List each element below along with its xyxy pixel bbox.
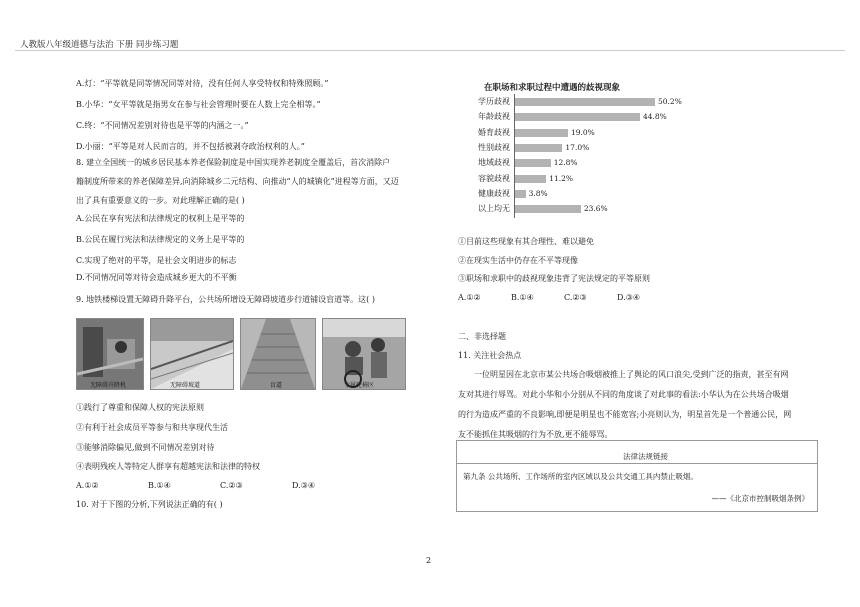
q9-statement-4: ④表明残疾人等特定人群享有超越宪法和法律的特权 <box>76 462 260 471</box>
chart-category-label: 学历歧视 <box>478 97 510 106</box>
q11-line-4: 友不能抓住其吸烟的行为不放,更不能辱骂。 <box>458 430 613 439</box>
chart-bar <box>515 113 640 121</box>
caption-lift: 无障碍升降机 <box>90 382 127 389</box>
chart-bar <box>515 190 526 198</box>
q8-option-c: C.实现了绝对的平等，是社会文明进步的标志 <box>76 256 237 265</box>
chart-value-label: 44.8% <box>642 112 667 122</box>
chart-category-label: 性别歧视 <box>478 142 510 152</box>
law-box-title: 法律法规链接 <box>623 452 668 461</box>
q9-choice-a: A.①② <box>76 481 99 490</box>
q7-option-a: A.灯：“平等就是同等情况同等对待，没有任何人享受特权和特殊照顾。” <box>76 79 329 88</box>
chart-value-label: 17.0% <box>565 142 590 152</box>
page-number: 2 <box>426 556 432 565</box>
q9-choice-b: B.①④ <box>148 481 171 490</box>
chart-bar <box>515 129 568 137</box>
chart-category-label: 年龄歧视 <box>478 112 510 122</box>
q8-stem-line-3: 出了具有重要意义的一步。对此理解正确的是( ) <box>76 196 245 205</box>
q8-option-a: A.公民在享有宪法和法律规定的权利上是平等的 <box>76 214 245 223</box>
q8-stem-line-2: 籍制度所带来的养老保障差异,向消除城乡二元结构、向推动“人的城镇化”进程等方面，又迈 <box>76 177 399 186</box>
q8-option-b: B.公民在履行宪法和法律规定的义务上是平等的 <box>76 235 245 244</box>
chart-category-label: 婚育歧视 <box>478 127 510 137</box>
caption-ramp: 无障碍坡道 <box>170 382 201 389</box>
q10-statement-2: ②在现实生活中仍存在不平等现像 <box>458 256 578 265</box>
page-top-rule <box>15 50 845 51</box>
q11-line-1: 一位明星因在北京市某公共场合吸烟被推上了舆论的风口浪尖,受到广泛的指责，甚至有网 <box>474 370 789 379</box>
q8-stem-line-1: 8. 建立全国统一的城乡居民基本养老保险制度是中国实现养老制度全覆盖后，首次消除户 <box>76 158 391 167</box>
q11-line-3: 的行为造成严重的不良影响,即便是明星也不能宽容;小亮则认为，明星首先是一个普通公民，网 <box>458 410 792 419</box>
q10-choice-a: A.①② <box>458 293 481 302</box>
q8-option-d: D.不同情况同等对待会造成城乡更大的不平衡 <box>76 273 237 282</box>
chart-bar <box>515 175 546 183</box>
law-source: ——《北京市控制吸烟条例》 <box>711 494 809 503</box>
q10-choice-d: D.③④ <box>617 293 641 302</box>
chart-value-label: 19.0% <box>570 127 595 137</box>
caption-tactile: 盲道 <box>270 382 283 389</box>
chart-bar <box>515 205 581 213</box>
chart-value-label: 23.6% <box>583 204 608 214</box>
chart-value-label: 11.2% <box>549 173 574 183</box>
chart-value-label: 50.2% <box>658 97 682 106</box>
q7-option-c: C.终：“不同情况差别对待也是平等的内涵之一。” <box>76 121 249 130</box>
chart-bar <box>515 159 551 167</box>
q7-option-b: B.小华：“女平等就是指男女在参与社会管理时要在人数上完全相等。” <box>76 100 321 109</box>
law-box-divider <box>457 463 817 464</box>
q10-choice-b: B.①④ <box>511 293 534 302</box>
chart-category-label: 以上均无 <box>478 204 510 214</box>
q10-choice-c: C.②③ <box>564 293 587 302</box>
q9-statement-2: ②有利于社会成员平等参与和共享现代生活 <box>76 423 228 432</box>
q9-stem: 9. 地铁楼梯设置无障碍升降平台，公共场所增设无障碍坡道步行道铺设盲道等。这( ) <box>76 295 375 304</box>
chart-bar <box>515 98 655 106</box>
law-article: 第九条 公共场所、工作场所的室内区域以及公共交通工具内禁止吸烟。 <box>463 472 698 481</box>
chart-bar <box>515 144 562 152</box>
law-excerpt-box <box>456 440 818 512</box>
section-title: 二、非选择题 <box>458 332 506 341</box>
q7-option-d: D.小丽：“平等是对人民而言的，并不包括被剥夺政治权利的人。” <box>76 142 305 151</box>
page-header: 人教版八年级道德与法治 下册 同步练习题 <box>20 40 179 50</box>
q11-line-2: 友对其进行辱骂。对此小华和小分别从不同的角度谈了对此事的看法:小华认为在公共场合吸烟 <box>458 390 789 399</box>
chart-value-label: 3.8% <box>528 188 548 198</box>
q9-choice-c: C.②③ <box>220 481 243 490</box>
chart-category-label: 容貌歧视 <box>478 173 510 183</box>
chart-category-label: 健康歧视 <box>478 188 510 198</box>
q10-stem: 10. 对于下图的分析,下列说法正确的有( ) <box>76 500 223 509</box>
q9-statement-1: ①践行了尊重和保障人权的宪法原则 <box>76 403 204 412</box>
q10-statement-1: ①目前这些现象有其合理性、难以避免 <box>458 237 594 246</box>
chart-category-label: 地域歧视 <box>478 158 510 168</box>
q10-statement-3: ③职场和求职中的歧视现象违背了宪法规定的平等原则 <box>458 274 650 283</box>
chart-title: 在职场和求职过程中遭遇的歧视现象 <box>484 83 621 93</box>
q9-statement-3: ③能够消除偏见,做到不同情况差别对待 <box>76 443 215 452</box>
chart-value-label: 12.8% <box>553 158 578 168</box>
q9-choice-d: D.③④ <box>292 481 316 490</box>
caption-wheelchair: 专属轮椅区 <box>344 382 375 389</box>
q11-title: 11. 关注社会热点 <box>458 351 522 360</box>
